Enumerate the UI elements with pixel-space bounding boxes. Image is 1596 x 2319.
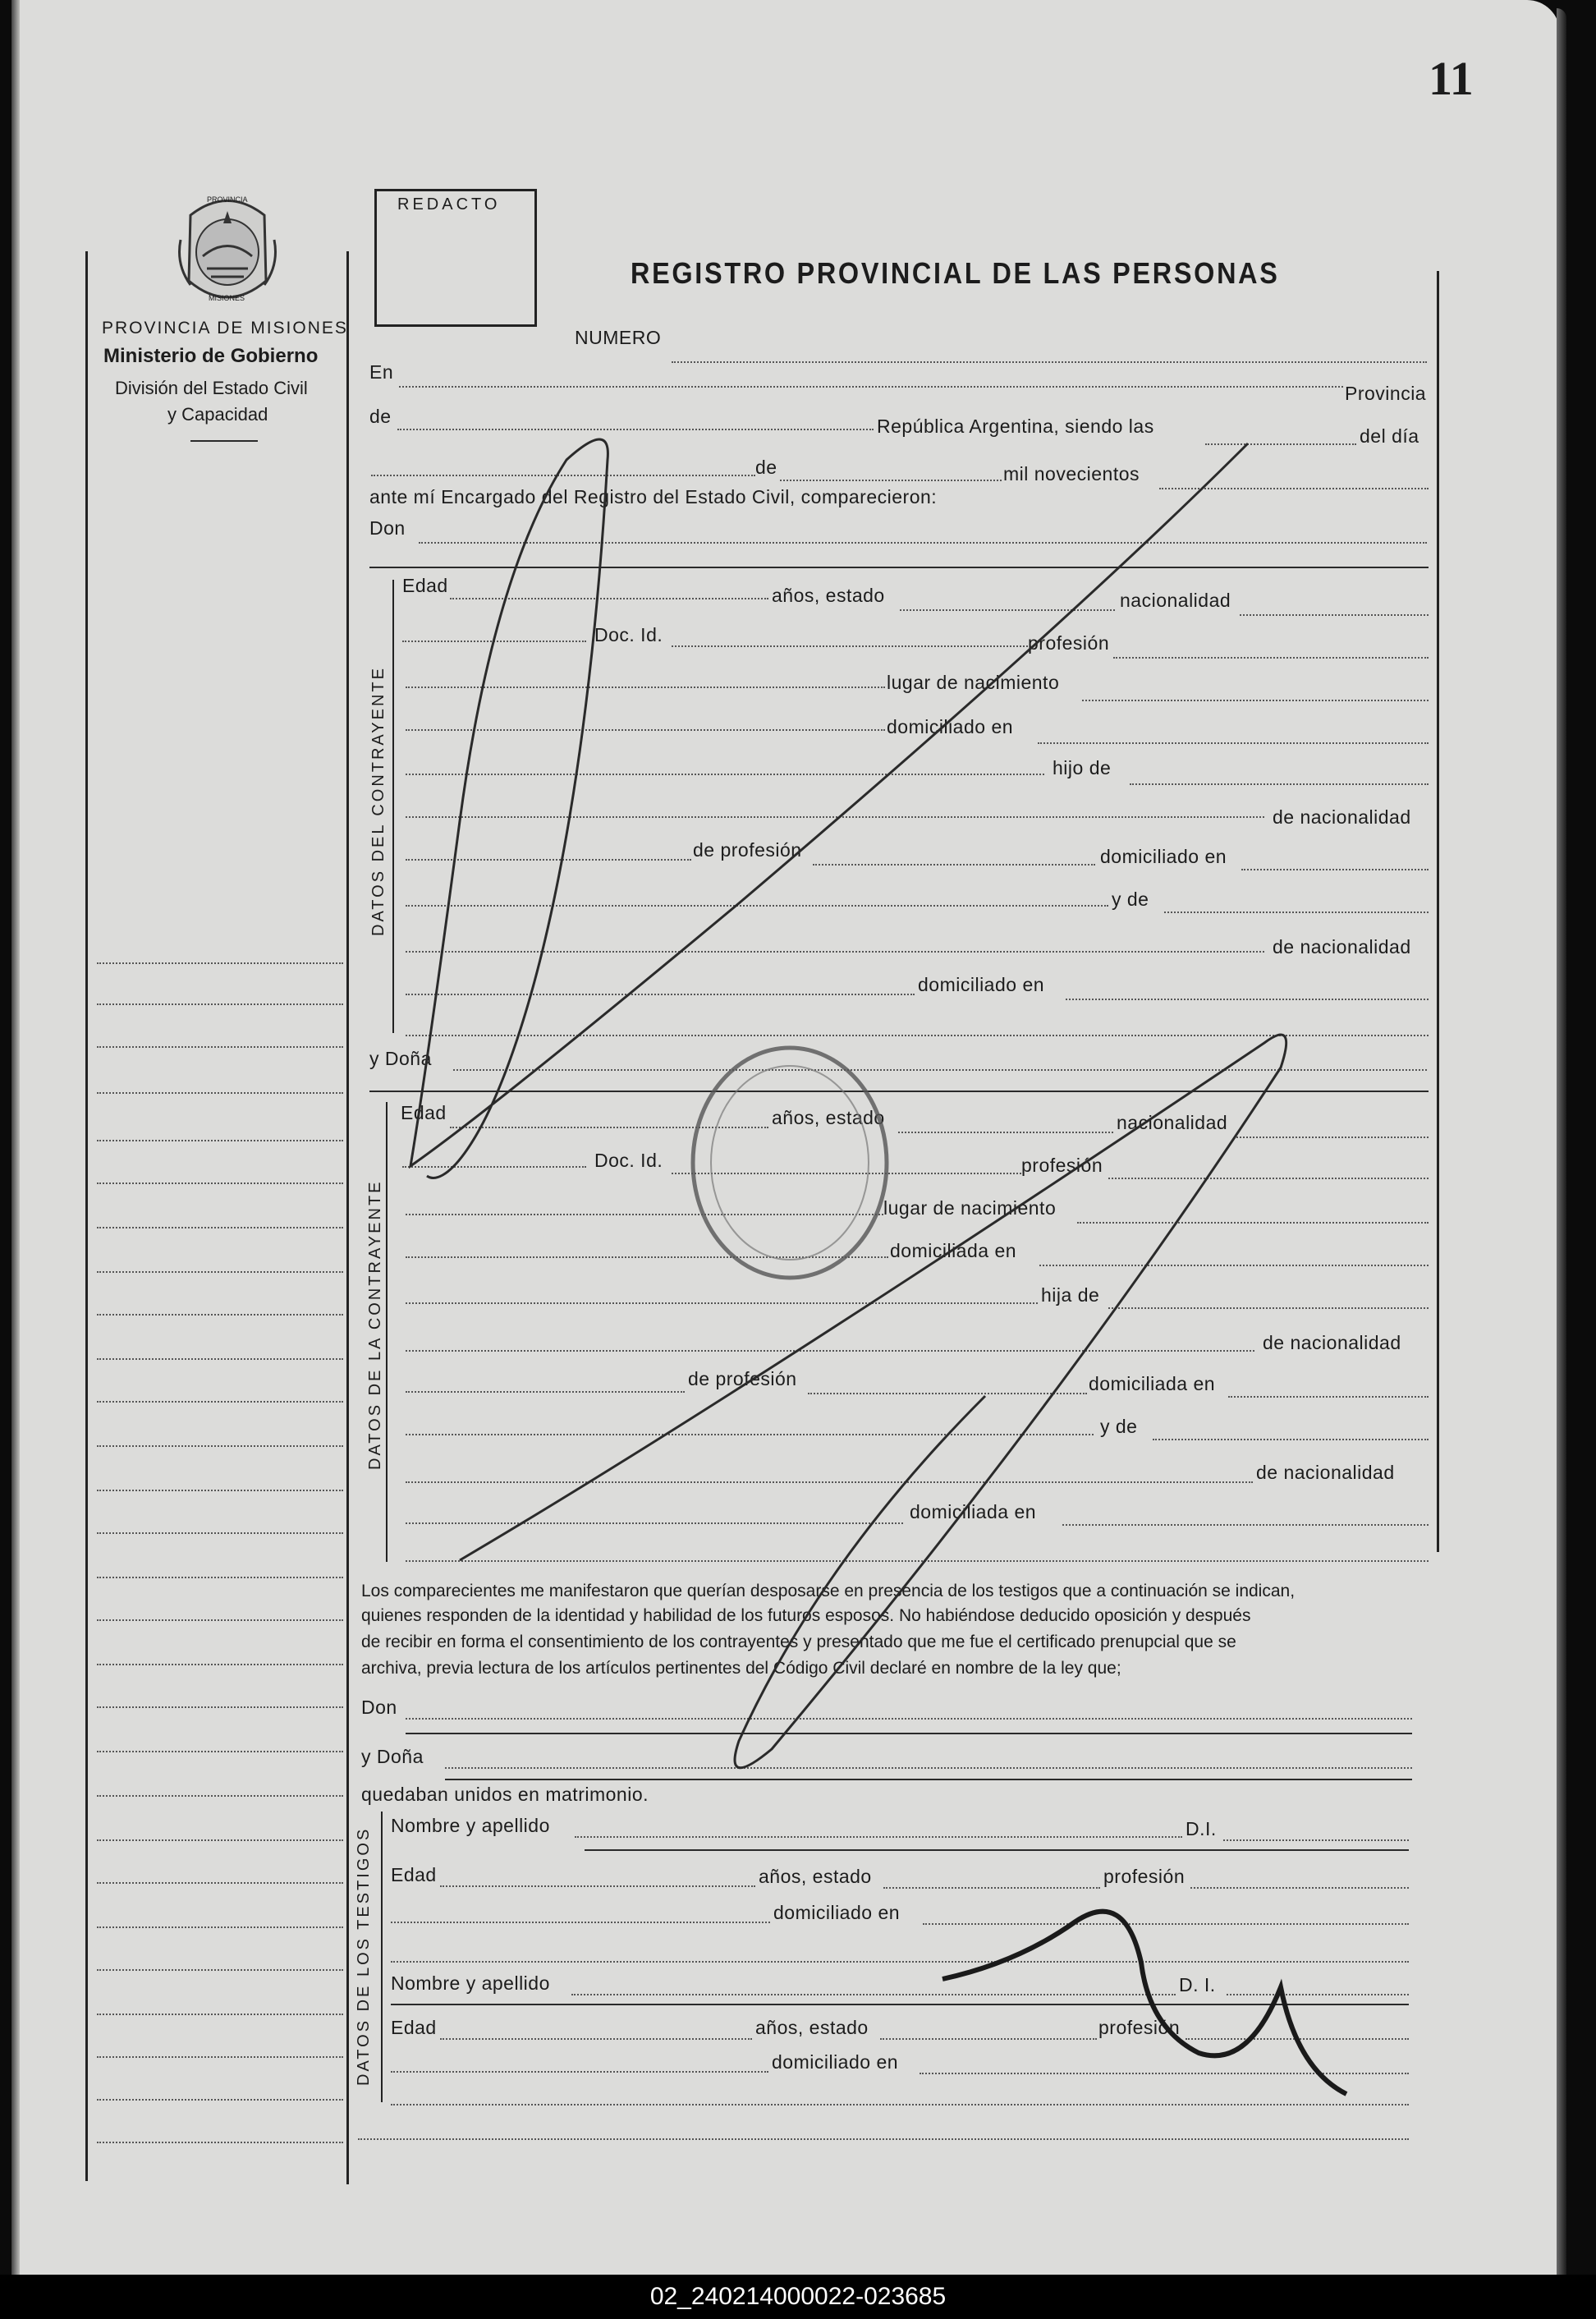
- contrayente-rule: [392, 580, 394, 1033]
- declaration-y-dona-label: y Doña: [361, 1746, 424, 1767]
- declaration-line-4: archiva, previa lectura de los artículos pertinentes del Código Civil declaré en nombre de la ley que;: [361, 1659, 1121, 1678]
- division-line-2: y Capacidad: [167, 404, 268, 425]
- de-nacionalidad-label: de nacionalidad: [1273, 806, 1411, 828]
- domiciliada-label-3: domiciliada en: [910, 1501, 1037, 1522]
- doc-label: Doc. Id.: [594, 624, 663, 645]
- anos-estado-label-f: años, estado: [772, 1107, 885, 1128]
- edad-label-f: Edad: [401, 1102, 447, 1123]
- republica-label: República Argentina, siendo las: [877, 416, 1154, 437]
- page-number: 11: [1429, 52, 1474, 105]
- declaration-line-1: Los comparecientes me manifestaron que querían desposarse en presencia de los testigos que a continuación se indican,: [361, 1582, 1296, 1600]
- form-right-rule: [1437, 271, 1439, 1552]
- di-label-2: D. I.: [1179, 1974, 1216, 1995]
- provincia-label: Provincia: [1345, 383, 1427, 404]
- testigos-rule: [381, 1812, 383, 2102]
- de-nacionalidad-label-f-2: de nacionalidad: [1256, 1462, 1395, 1483]
- nombre-label-1: Nombre y apellido: [391, 1815, 550, 1836]
- anos-estado-label: años, estado: [772, 585, 885, 606]
- y-de-label-f: y de: [1100, 1416, 1138, 1437]
- ante-label: ante mí Encargado del Registro del Estado Civil, comparecieron:: [369, 486, 938, 507]
- redacto-label: REDACTO: [397, 195, 501, 214]
- de-profesion-label: de profesión: [693, 839, 802, 861]
- de-label: de: [369, 406, 392, 427]
- division-line-1: División del Estado Civil: [115, 378, 308, 398]
- de-profesion-label-f: de profesión: [688, 1368, 797, 1389]
- hija-de-label: hija de: [1041, 1284, 1100, 1306]
- lugar-nacimiento-label: lugar de nacimiento: [887, 672, 1060, 693]
- di-label-1: D.I.: [1186, 1818, 1217, 1839]
- de2-label: de: [755, 457, 777, 478]
- anos-estado-label-t1: años, estado: [759, 1866, 872, 1887]
- y-dona-label: y Doña: [369, 1048, 432, 1069]
- declaration-line-3: de recibir en forma el consentimiento de los contrayentes y presentado que me fue el certificado prenupcial que se: [361, 1632, 1236, 1651]
- left-margin-rule: [85, 251, 88, 2181]
- province-name: PROVINCIA DE MISIONES: [102, 319, 348, 338]
- edad-label: Edad: [402, 575, 448, 596]
- profesion-label-t1: profesión: [1103, 1866, 1186, 1887]
- contrayenta-side-label: DATOS DE LA CONTRAYENTE: [366, 1179, 384, 1470]
- del-dia-label: del día: [1360, 425, 1419, 447]
- declaration-line-2: quienes responden de la identidad y habilidad de los futuros esposos. No habiéndose deducido oposición y después: [361, 1606, 1251, 1625]
- profesion-label: profesión: [1028, 632, 1110, 654]
- testigos-side-label: DATOS DE LOS TESTIGOS: [355, 1826, 373, 2086]
- de-nacionalidad-label-f: de nacionalidad: [1263, 1332, 1401, 1353]
- ministry-name: Ministerio de Gobierno: [103, 345, 319, 367]
- page-left-edge: [11, 0, 20, 2275]
- domiciliada-label: domiciliada en: [890, 1240, 1017, 1261]
- profesion-label-t2: profesión: [1098, 2017, 1181, 2038]
- nombre-label-2: Nombre y apellido: [391, 1972, 550, 1994]
- domiciliado-label-2: domiciliado en: [1100, 846, 1227, 867]
- nacionalidad-label-f: nacionalidad: [1117, 1112, 1228, 1133]
- declaration-don-label: Don: [361, 1697, 397, 1718]
- domiciliado-label-t2: domiciliado en: [772, 2051, 899, 2073]
- form-left-rule: [346, 251, 349, 2184]
- lugar-nacimiento-label-f: lugar de nacimiento: [883, 1197, 1057, 1219]
- y-de-label: y de: [1112, 889, 1149, 910]
- image-caption: 02_240214000022-023685: [0, 2275, 1596, 2319]
- anos-estado-label-t2: años, estado: [755, 2017, 869, 2038]
- form-title: REGISTRO PROVINCIAL DE LAS PERSONAS: [631, 256, 1280, 290]
- hijo-de-label: hijo de: [1053, 757, 1112, 778]
- don-label: Don: [369, 517, 406, 539]
- seal-top-text: PROVINCIA: [207, 195, 248, 204]
- domiciliada-label-2: domiciliada en: [1089, 1373, 1216, 1394]
- quedaban-text: quedaban unidos en matrimonio.: [361, 1784, 649, 1805]
- numero-label: NUMERO: [575, 327, 662, 348]
- seal-bottom-text: MISIONES: [209, 294, 245, 302]
- en-label: En: [369, 361, 394, 383]
- doc-label-f: Doc. Id.: [594, 1150, 663, 1171]
- edad-label-t2: Edad: [391, 2017, 437, 2038]
- domiciliado-label: domiciliado en: [887, 716, 1014, 737]
- contrayente-side-label: DATOS DEL CONTRAYENTE: [369, 666, 388, 936]
- contrayenta-rule: [386, 1102, 388, 1562]
- profesion-label-f: profesión: [1021, 1155, 1103, 1176]
- domiciliado-label-3: domiciliado en: [918, 974, 1045, 995]
- de-nacionalidad-label-2: de nacionalidad: [1273, 936, 1411, 957]
- mil-label: mil novecientos: [1003, 463, 1140, 484]
- nacionalidad-label: nacionalidad: [1120, 590, 1231, 611]
- edad-label-t1: Edad: [391, 1864, 437, 1885]
- header-rule: [190, 440, 258, 442]
- domiciliado-label-t1: domiciliado en: [773, 1902, 901, 1923]
- page-right-edge: [1557, 8, 1566, 2275]
